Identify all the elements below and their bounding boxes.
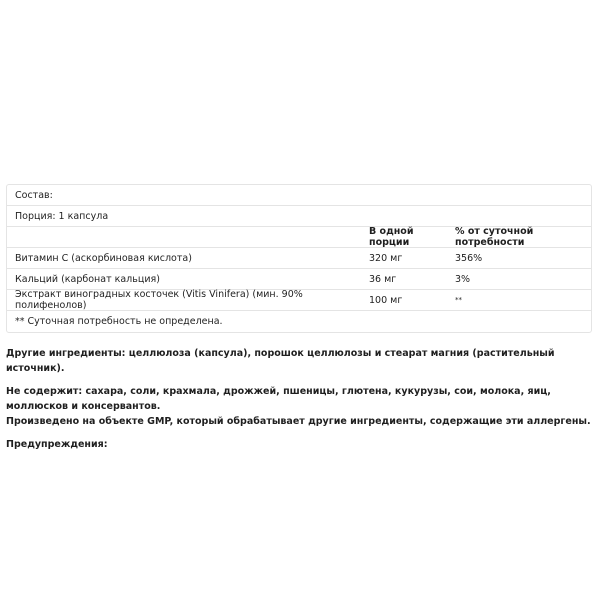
supplement-facts-panel — [6, 184, 590, 333]
header-daily-value: % от суточной потребности — [455, 226, 534, 248]
table-header-row — [7, 227, 591, 248]
ingredient-name: Витамин С (аскорбиновая кислота) — [15, 252, 192, 264]
ingredient-amount: 320 мг — [369, 252, 403, 264]
ingredient-amount: 100 мг — [369, 294, 403, 306]
ingredient-dv: 3% — [455, 273, 471, 285]
ingredient-dv: ** — [455, 296, 462, 304]
composition-label: Состав: — [15, 189, 53, 201]
table-row — [7, 248, 591, 269]
free-of-statement: Не содержит: сахара, соли, крахмала, дрожжей, пшеницы, глютена, кукурузы, сои, молока, яиц, моллюсков и консервантов. — [6, 386, 551, 412]
footnote: ** Суточная потребность не определена. — [15, 316, 223, 327]
gmp-statement: Произведено на объекте GMP, который обрабатывает другие ингредиенты, содержащие эти аллергены. — [6, 416, 591, 427]
composition-row — [7, 185, 591, 206]
serving-label: Порция: 1 капсула — [15, 210, 109, 222]
product-notes — [6, 346, 596, 452]
footnote-row — [7, 311, 591, 332]
other-ingredients: Другие ингредиенты: целлюлоза (капсула), порошок целлюлозы и стеарат магния (растительный источник). — [6, 348, 555, 374]
supplement-facts-table — [6, 184, 592, 333]
header-per-serving: В одной порции — [369, 226, 414, 248]
warnings-heading: Предупреждения: — [6, 439, 108, 450]
ingredient-name: Кальций (карбонат кальция) — [15, 273, 160, 285]
table-row — [7, 269, 591, 290]
ingredient-amount: 36 мг — [369, 273, 397, 285]
serving-row — [7, 206, 591, 227]
table-row — [7, 290, 591, 311]
ingredient-dv: 356% — [455, 252, 483, 264]
ingredient-name: Экстракт виноградных косточек (Vitis Vinifera) (мин. 90% полифенолов) — [15, 289, 303, 311]
